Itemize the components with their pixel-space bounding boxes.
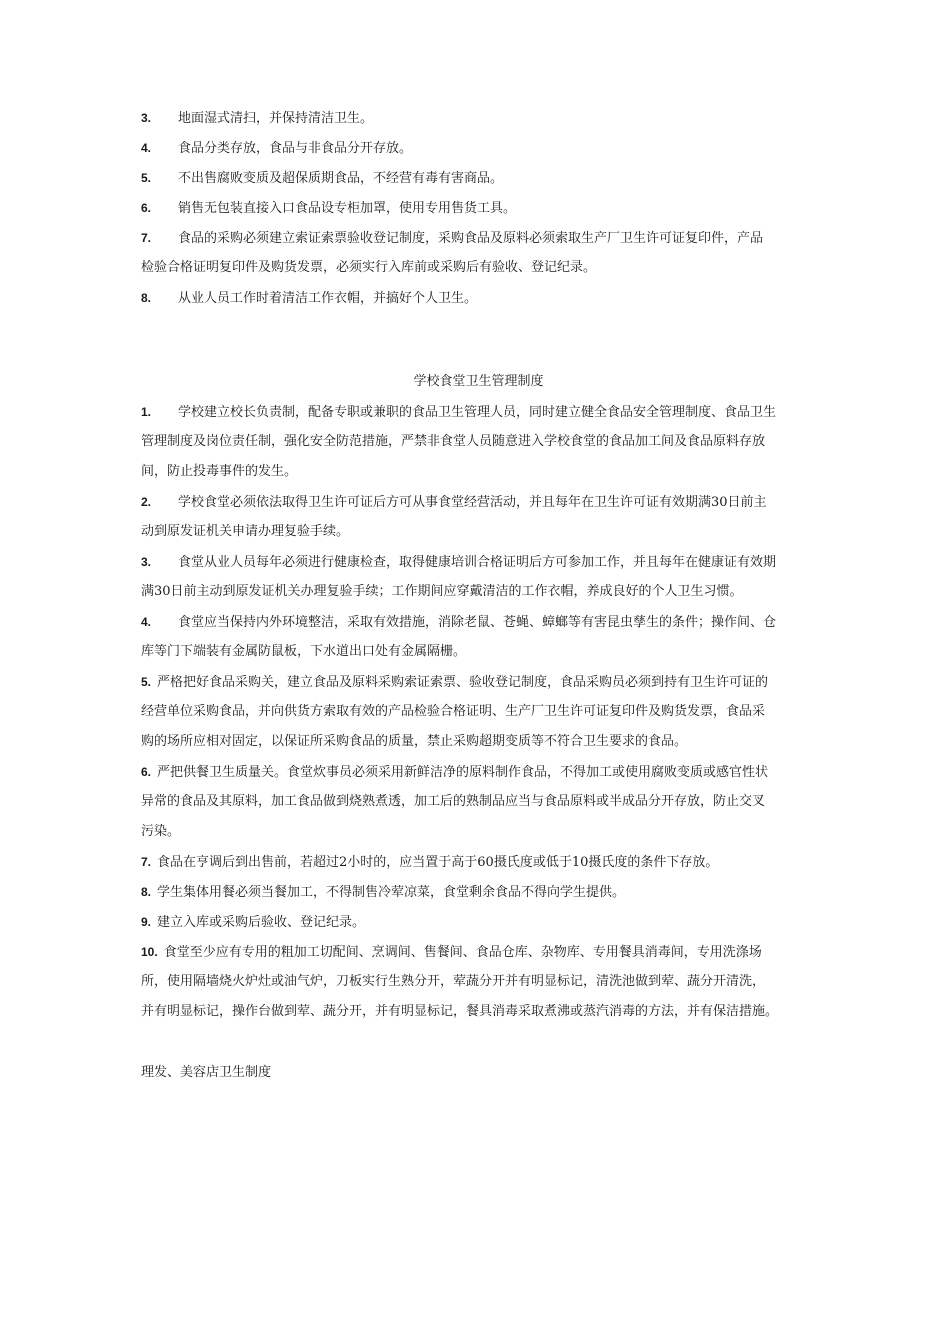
item-number: 3. — [141, 111, 152, 125]
item-number: 10. — [141, 945, 158, 959]
item-text: 学校食堂必须依法取得卫生许可证后方可从事食堂经营活动，并且每年在卫生许可证有效期满30日前主 — [178, 495, 767, 510]
item-number: 4. — [141, 141, 152, 155]
list-item — [141, 667, 816, 757]
item-number: 6. — [141, 201, 152, 215]
list-item — [141, 877, 816, 907]
item-number: 7. — [141, 855, 152, 869]
item-text: 异常的食品及其原料，加工食品做到烧熟煮透，加工后的熟制品应当与食品原料或半成品分开存放，防止交叉 — [141, 794, 766, 809]
item-text: 建立入库或采购后验收、登记纪录。 — [157, 915, 366, 930]
list-item — [141, 847, 816, 877]
item-text: 食品在亨调后到出售前，若超过2小时的，应当置于高于60摄氏度或低于10摄氏度的条件下存放。 — [157, 855, 719, 870]
item-text: 不出售腐败变质及超保质期食品，不经营有毒有害商品。 — [178, 171, 504, 186]
list-item — [141, 193, 816, 223]
list-item — [141, 397, 816, 487]
item-text: 检验合格证明复印件及购货发票，必须实行入库前或采购后有验收、登记纪录。 — [141, 260, 597, 275]
item-text: 库等门下端装有金属防鼠板，下水道出口处有金属隔栅。 — [141, 644, 467, 659]
item-text: 经营单位采购食品，并向供货方索取有效的产品检验合格证明、生产厂卫生许可证复印件及购货发票，食品采 — [141, 704, 766, 719]
list-item — [141, 283, 816, 313]
item-text: 间，防止投毒事件的发生。 — [141, 464, 298, 479]
item-number: 2. — [141, 495, 152, 509]
item-text: 严格把好食品采购关，建立食品及原料采购索证索票、验收登记制度，食品采购员必须到持有卫生许可证的 — [157, 675, 769, 690]
list-item — [141, 103, 816, 133]
item-text: 食堂应当保持内外环境整洁，采取有效措施，消除老鼠、苍蝇、蟑螂等有害昆虫孳生的条件；操作间、仓 — [178, 615, 777, 630]
item-number: 8. — [141, 291, 152, 305]
list-item — [141, 607, 816, 667]
list-item — [141, 937, 816, 1027]
section-2-list — [141, 397, 816, 1027]
item-text: 食堂从业人员每年必须进行健康检查，取得健康培训合格证明后方可参加工作，并且每年在健康证有效期 — [178, 555, 777, 570]
item-text: 满30日前主动到原发证机关办理复验手续；工作期间应穿戴清洁的工作衣帽，养成良好的个人卫生习惯。 — [141, 584, 743, 599]
section-title: 学校食堂卫生管理制度 — [413, 374, 544, 389]
item-text: 地面湿式清扫，并保持清洁卫生。 — [178, 111, 374, 126]
item-text: 动到原发证机关申请办理复验手续。 — [141, 524, 350, 539]
section-1-list — [141, 103, 816, 313]
list-item — [141, 757, 816, 847]
item-text: 食品的采购必须建立索证索票验收登记制度，采购食品及原料必须索取生产厂卫生许可证复印件，产品 — [178, 231, 764, 246]
item-number: 8. — [141, 885, 152, 899]
item-number: 9. — [141, 915, 152, 929]
item-text: 食品分类存放，食品与非食品分开存放。 — [178, 141, 413, 156]
item-number: 4. — [141, 615, 152, 629]
list-item — [141, 907, 816, 937]
item-number: 1. — [141, 405, 152, 419]
item-number: 6. — [141, 765, 152, 779]
item-text: 严把供餐卫生质量关。食堂炊事员必须采用新鲜洁净的原料制作食品，不得加工或使用腐败变质或感官性状 — [157, 765, 769, 780]
item-text: 污染。 — [141, 824, 181, 839]
item-text: 从业人员工作时着清洁工作衣帽，并搞好个人卫生。 — [178, 291, 478, 306]
list-item — [141, 547, 816, 607]
item-text: 所，使用隔墙烧火炉灶或油气炉，刀板实行生熟分开，荤蔬分开并有明显标记，清洗池做到荤、蔬分开清洗， — [141, 974, 766, 989]
item-number: 3. — [141, 555, 152, 569]
item-number: 7. — [141, 231, 152, 245]
item-text: 购的场所应相对固定，以保证所采购食品的质量，禁止采购超期变质等不符合卫生要求的食品。 — [141, 734, 688, 749]
item-text: 学生集体用餐必须当餐加工，不得制售冷荤凉菜，食堂剩余食品不得向学生提供。 — [157, 885, 626, 900]
item-text: 并有明显标记，操作台做到荤、蔬分开，并有明显标记，餐具消毒采取煮沸或蒸汽消毒的方法，并有保洁措施。 — [141, 1004, 779, 1019]
list-item — [141, 487, 816, 547]
item-number: 5. — [141, 675, 152, 689]
item-text: 食堂至少应有专用的粗加工切配间、烹调间、售餐间、食品仓库、杂物库、专用餐具消毒间，专用洗涤场 — [163, 945, 762, 960]
list-item — [141, 163, 816, 193]
item-text: 学校建立校长负责制，配备专职或兼职的食品卫生管理人员，同时建立健全食品安全管理制度、食品卫生 — [178, 405, 777, 420]
item-number: 5. — [141, 171, 152, 185]
section-heading: 理发、美容店卫生制度 — [141, 1065, 272, 1080]
item-text: 销售无包装直接入口食品设专柜加罩，使用专用售货工具。 — [178, 201, 517, 216]
item-text: 管理制度及岗位责任制，强化安全防范措施，严禁非食堂人员随意进入学校食堂的食品加工间及食品原料存放 — [141, 434, 766, 449]
list-item — [141, 223, 816, 283]
list-item — [141, 133, 816, 163]
